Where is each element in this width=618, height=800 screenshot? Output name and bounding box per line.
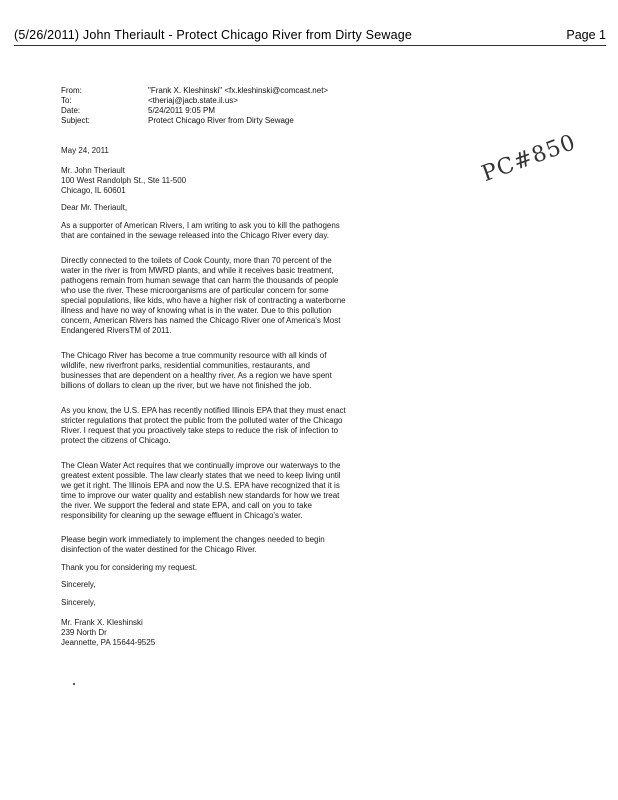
paragraph: As a supporter of American Rivers, I am writing to ask you to kill the pathogens that are contained in the sewage released into the Chicago River every day. [61,221,340,240]
handwritten-stamp: PC#850 [478,129,580,188]
email-meta [61,86,328,126]
paragraph: Directly connected to the toilets of Cook County, more than 70 percent of the water in the river is from MWRD plants, and while it receives basic treatment, pathogens remain from human sewage that can harm the thousands of people who use the river. These microorganisms are of particular concern for some special populations, like kids, who have a higher risk of contracting a waterborne illness and have no way of knowing what is in the water. Due to this pollution concern, American Rivers has named the Chicago River one of America's Most Endangered RiversTM of 2011. [61,256,346,335]
page-number: Page 1 [566,28,606,42]
meta-value: "Frank X. Kleshinski" <fx.kleshinski@comcast.net> [148,86,329,95]
meta-value: <theriaj@jacb.state.il.us> [148,96,238,105]
address-line: 100 West Randolph St., Ste 11-500 [61,176,187,185]
page-header [14,28,606,46]
meta-label: To: [61,96,72,105]
meta-label: Subject: [61,116,90,125]
paragraph: The Chicago River has become a true community resource with all kinds of wildlife, new riverfront parks, residential communities, restaurants, and businesses that are dependent on a healthy river. As a region we have spent billions of dollars to clean up the river, but we have not finished the job. [61,351,332,390]
signature-line: 239 North Dr [61,628,107,637]
letter-date: May 24, 2011 [61,146,109,155]
closing: Sincerely, [61,598,96,607]
meta-row-subject [61,116,328,126]
meta-value: 5/24/2011 9:05 PM [148,106,216,115]
salutation: Dear Mr. Theriault, [61,203,128,212]
paragraph: Thank you for considering my request. [61,563,198,572]
meta-label: Date: [61,106,81,115]
meta-row-from [61,86,328,96]
meta-row-to [61,96,328,106]
header-title: (5/26/2011) John Theriault - Protect Chicago River from Dirty Sewage [14,28,413,42]
paragraph: As you know, the U.S. EPA has recently notified Illinois EPA that they must enact stricter regulations that protect the public from the polluted water of the Chicago River. I request that you proactively take steps to reduce the risk of infection to protect the citizens of Chicago. [61,406,346,445]
paragraph: Please begin work immediately to implement the changes needed to begin disinfection of the water destined for the Chicago River. [61,535,325,554]
address-line: Mr. John Theriault [61,166,125,175]
signature-line: Jeannette, PA 15644-9525 [61,638,156,647]
closing: Sincerely, [61,580,96,589]
meta-row-date [61,106,328,116]
meta-label: From: [61,86,82,95]
header-rule [14,45,606,46]
recipient-address [61,166,351,196]
signature-line: Mr. Frank X. Kleshinski [61,618,143,627]
signature-block [61,618,351,648]
paragraph: The Clean Water Act requires that we continually improve our waterways to the greatest extent possible. The law clearly states that we need to keep living until we get it right. The Illinois EPA and now the U.S. EPA have recognized that it is time to improve our water quality and establish new standards for how we treat the river. We support the federal and state EPA, and call on you to take responsibility for cleaning up the sewage effluent in Chicago's water. [61,461,341,520]
meta-value: Protect Chicago River from Dirty Sewage [148,116,294,125]
scan-speck [73,683,75,685]
address-line: Chicago, IL 60601 [61,186,126,195]
